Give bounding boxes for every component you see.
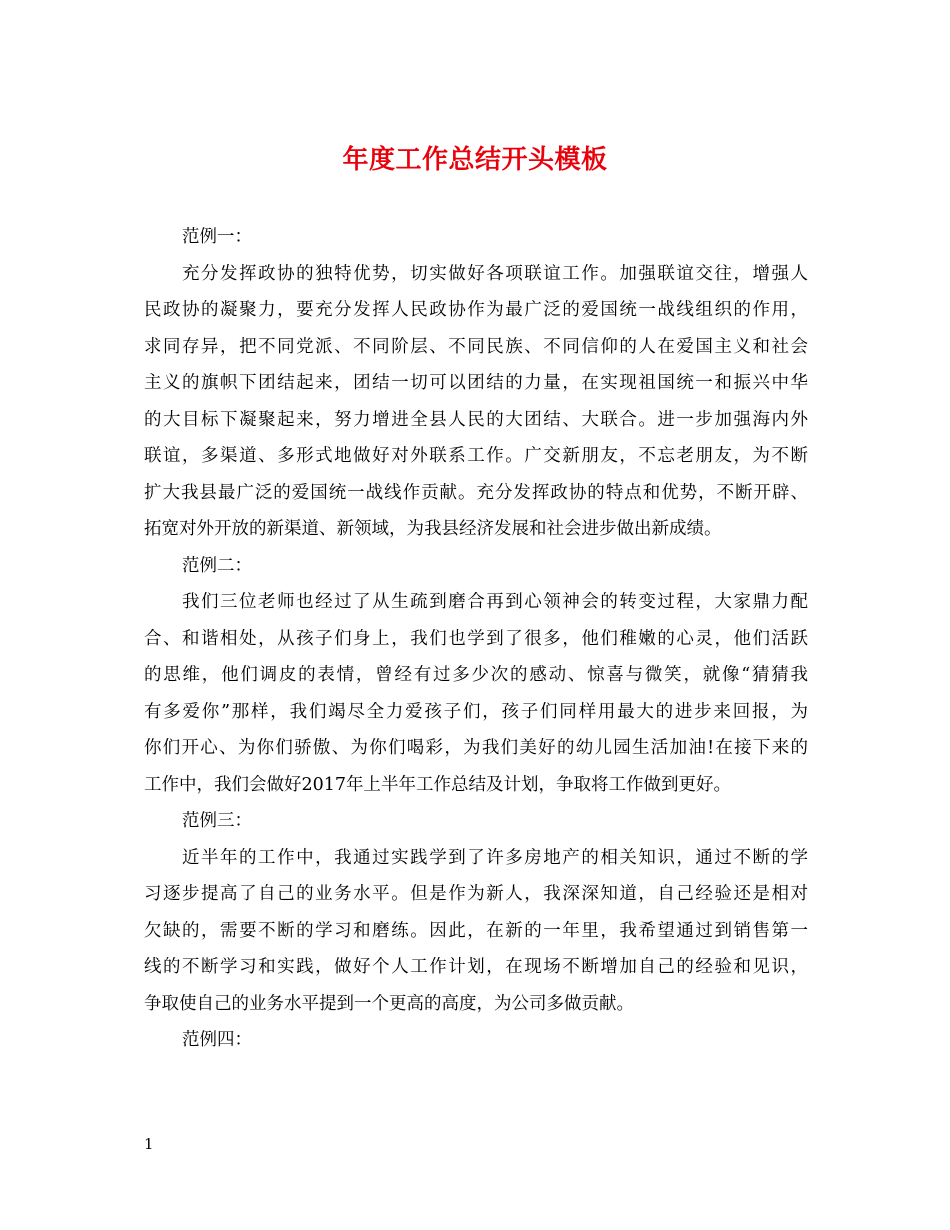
section-example-4 xyxy=(144,1022,808,1059)
document-title: 年度工作总结开头模板 xyxy=(342,145,608,175)
paragraph-line: 主义的旗帜下团结起来，团结一切可以团结的力量，在实现祖国统一和振兴中华 xyxy=(144,373,808,393)
paragraph-line: 争取使自己的业务水平提到一个更高的高度，为公司多做贡献。 xyxy=(144,993,634,1014)
section-heading: 范例四： xyxy=(182,1030,252,1050)
paragraph-line: 你们开心、为你们骄傲、为你们喝彩，为我们美好的幼儿园生活加油!在接下来的 xyxy=(144,738,808,758)
page-number: 1 xyxy=(144,1135,154,1153)
paragraph-line: 有多爱你”那样，我们竭尽全力爱孩子们，孩子们同样用最大的进步来回报，为 xyxy=(144,701,808,722)
section-heading: 范例三： xyxy=(182,811,252,831)
paragraph-line: 近半年的工作中，我通过实践学到了许多房地产的相关知识，通过不断的学 xyxy=(182,847,808,868)
paragraph-line: 习逐步提高了自己的业务水平。但是作为新人，我深深知道，自己经验还是相对 xyxy=(144,884,808,904)
paragraph-line: 联谊，多渠道、多形式地做好对外联系工作。广交新朋友，不忘老朋友，为不断 xyxy=(144,446,808,466)
section-heading: 范例一： xyxy=(182,227,252,247)
paragraph-line: 充分发挥政协的独特优势，切实做好各项联谊工作。加强联谊交往，增强人 xyxy=(182,263,808,284)
paragraph-line: 拓宽对外开放的新渠道、新领域，为我县经济发展和社会进步做出新成绩。 xyxy=(144,519,722,539)
paragraph-line: 我们三位老师也经过了从生疏到磨合再到心领神会的转变过程，大家鼎力配 xyxy=(182,592,808,612)
paragraph-line: 扩大我县最广泛的爱国统一战线作贡献。充分发挥政协的特点和优势，不断开辟、 xyxy=(144,482,808,503)
paragraph-line: 线的不断学习和实践，做好个人工作计划，在现场不断增加自己的经验和见识， xyxy=(144,957,808,977)
paragraph-line: 的思维，他们调皮的表情，曾经有过多少次的感动、惊喜与微笑，就像“猜猜我 xyxy=(144,665,808,685)
section-example-3 xyxy=(144,803,808,1022)
paragraph-line: 欠缺的，需要不断的学习和磨练。因此，在新的一年里，我希望通过到销售第一 xyxy=(144,920,808,941)
paragraph-line: 合、和谐相处，从孩子们身上，我们也学到了很多，他们稚嫩的心灵，他们活跃 xyxy=(144,628,808,649)
document-body xyxy=(144,219,808,1059)
section-heading: 范例二： xyxy=(182,555,252,576)
section-example-2 xyxy=(144,548,808,804)
section-example-1 xyxy=(144,219,808,548)
paragraph-line: 的大目标下凝聚起来，努力增进全县人民的大团结、大联合。进一步加强海内外 xyxy=(144,409,808,430)
paragraph-line: 工作中，我们会做好2017年上半年工作总结及计划，争取将工作做到更好。 xyxy=(144,774,732,795)
paragraph-line: 求同存异，把不同党派、不同阶层、不同民族、不同信仰的人在爱国主义和社会 xyxy=(144,336,808,357)
paragraph-line: 民政协的凝聚力，要充分发挥人民政协作为最广泛的爱国统一战线组织的作用， xyxy=(144,300,808,320)
